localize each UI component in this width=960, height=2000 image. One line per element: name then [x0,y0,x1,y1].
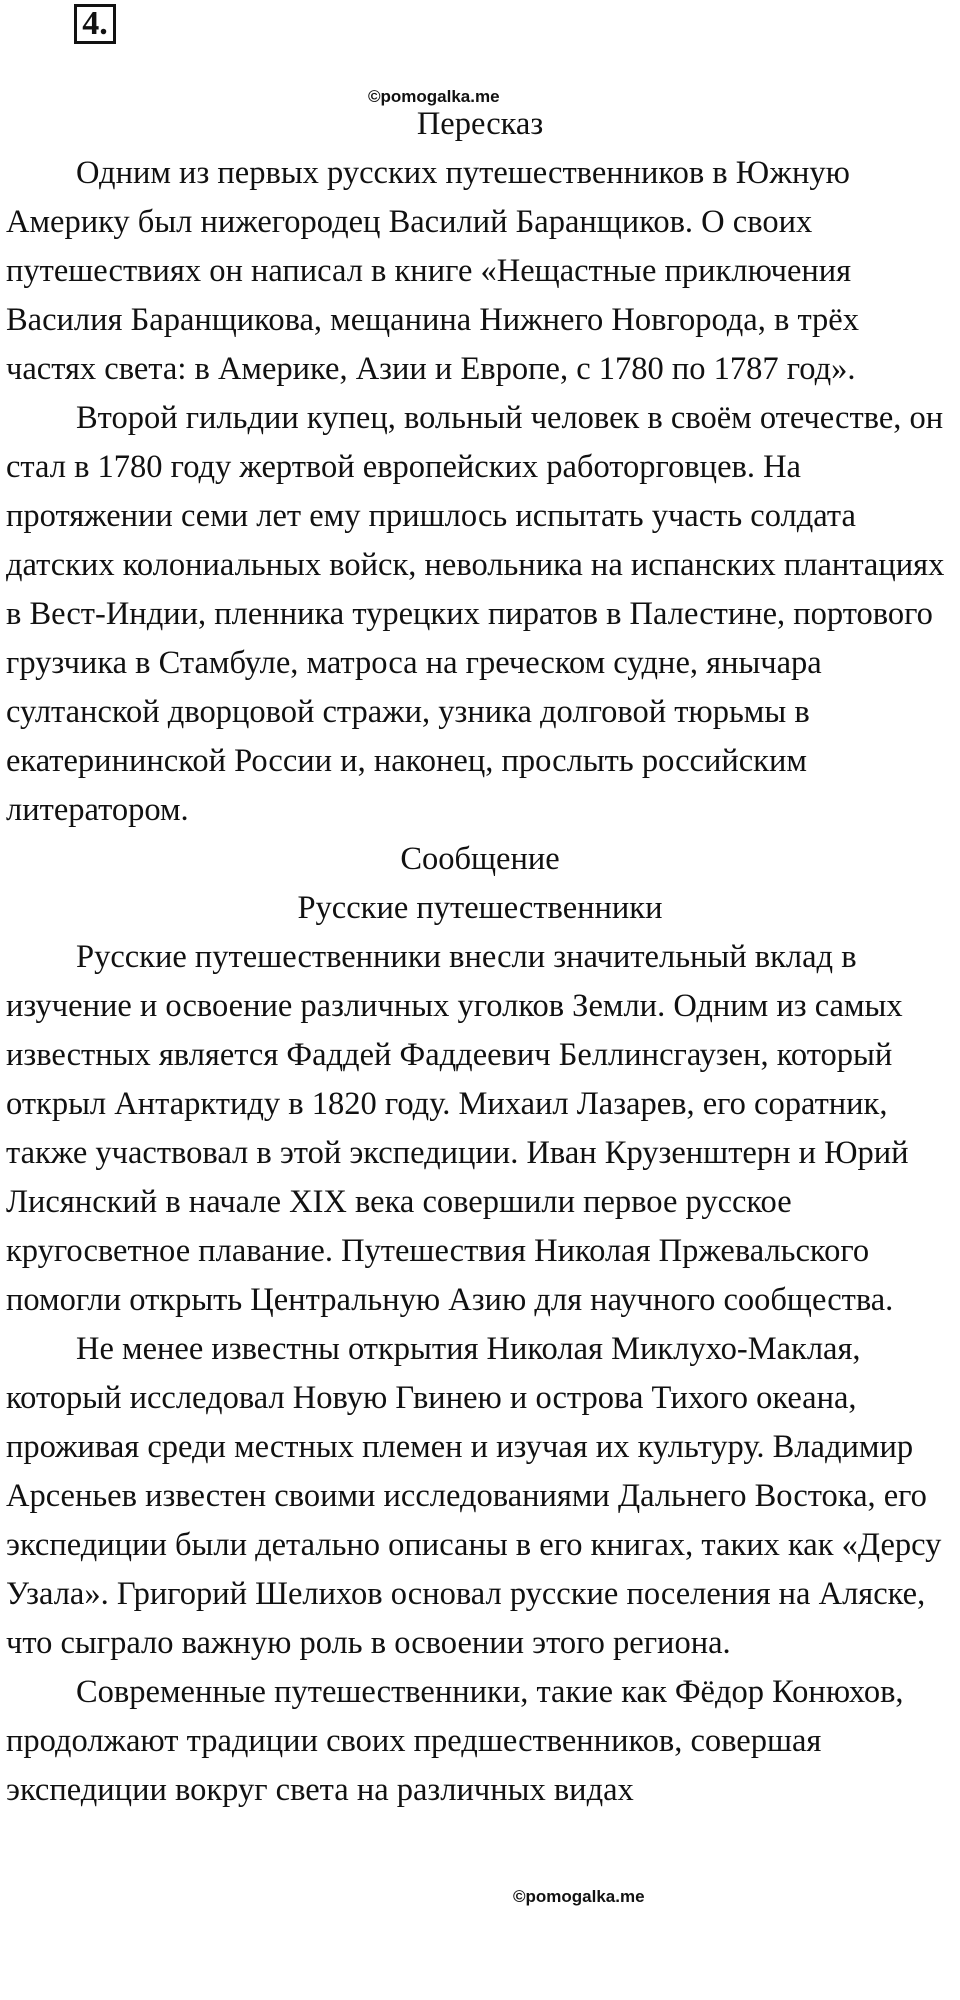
report-paragraph-2: Не менее известны открытия Николая Миклухо-Маклая, который исследовал Новую Гвинею и острова Тихого океана, проживая среди местных племен и изучая их культуру. Владимир Арсеньев известен своими исследованиями Дальнего Востока, его экспедиции были детально описаны в его книгах, таких как «Дерсу Узала». Григорий Шелихов основал русские поселения на Аляске, что сыграло важную роль в освоении этого региона. [6,1331,942,1661]
retelling-paragraph-2: Второй гильдии купец, вольный человек в своём отечестве, он стал в 1780 году жертвой европейских работорговцев. На протяжении семи лет ему пришлось испытать участь солдата датских колониальных войск, невольника на испанских плантациях в Вест-Индии, пленника турецких пиратов в Палестине, портового грузчика в Стамбуле, матроса на греческом судне, янычара султанской дворцовой стражи, узника долговой тюрьмы в екатерининской России и, наконец, прослыть российским литератором. [6,400,945,828]
watermark-top: ©pomogalka.me [368,87,500,106]
retelling-title: Пересказ [416,106,544,142]
report-label: Сообщение [400,841,560,877]
report-title: Русские путешественники [297,890,663,926]
watermark-bottom: ©pomogalka.me [513,1887,645,1906]
report-paragraph-3: Современные путешественники, такие как Фёдор Конюхов, продолжают традиции своих предшественников, совершая экспедиции вокруг света на различных видах [6,1674,904,1808]
report-paragraph-1: Русские путешественники внесли значительный вклад в изучение и освоение различных уголков Земли. Одним из самых известных является Фаддей Фаддеевич Беллинсгаузен, который открыл Антарктиду в 1820 году. Михаил Лазарев, его соратник, также участвовал в этой экспедиции. Иван Крузенштерн и Юрий Лисянский в начале XIX века совершили первое русское кругосветное плавание. Путешествия Николая Пржевальского помогли открыть Центральную Азию для научного сообщества. [6,939,909,1318]
document-body [6,100,954,1815]
task-number-box: 4. [74,4,116,44]
retelling-paragraph-1: Одним из первых русских путешественников в Южную Америку был нижегородец Василий Баранщиков. О своих путешествиях он написал в книге «Нещастные приключения Василия Баранщикова, мещанина Нижнего Новгорода, в трёх частях света: в Америке, Азии и Европе, с 1780 по 1787 год». [6,155,859,387]
